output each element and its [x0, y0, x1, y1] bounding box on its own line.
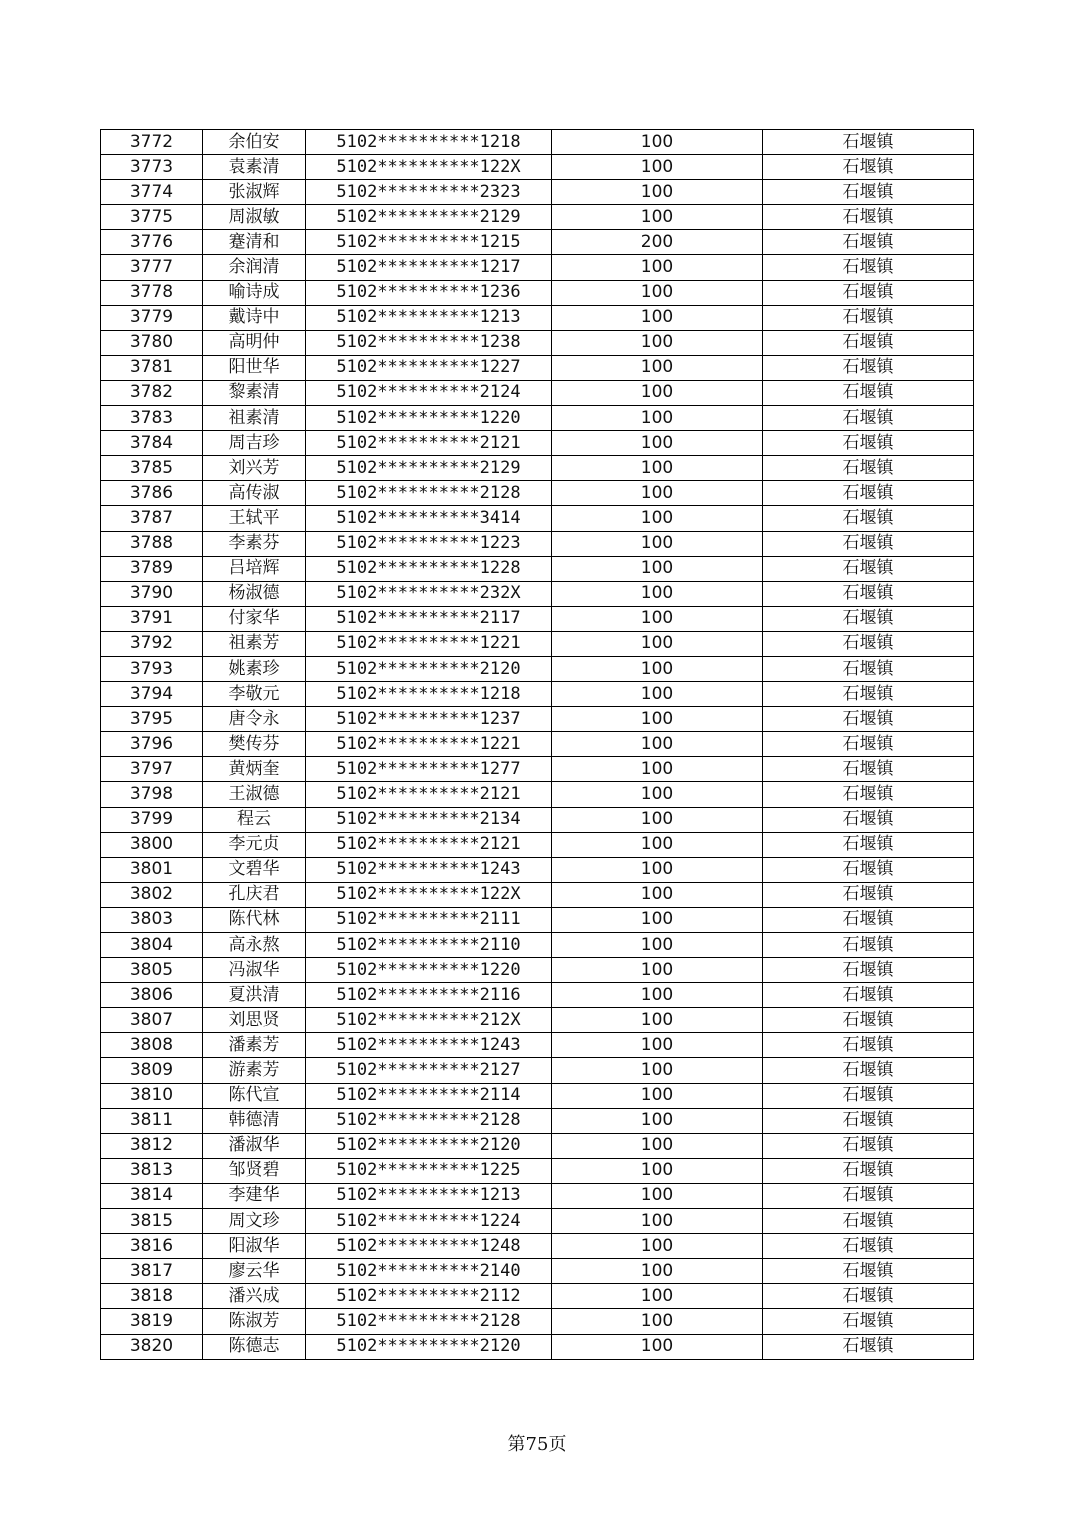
amount-cell: 100	[552, 933, 763, 958]
serial-number-cell: 3806	[101, 983, 203, 1008]
id-number-cell: 5102**********2127	[306, 1058, 552, 1083]
id-number-cell: 5102**********2323	[306, 180, 552, 205]
amount-cell: 100	[552, 631, 763, 656]
amount-cell: 100	[552, 1083, 763, 1108]
table-row	[101, 130, 974, 155]
table-row	[101, 606, 974, 631]
township-cell: 石堰镇	[763, 456, 974, 481]
name-cell: 陈代林	[203, 907, 306, 932]
name-cell: 廖云华	[203, 1259, 306, 1284]
serial-number-cell: 3819	[101, 1309, 203, 1334]
table-row	[101, 330, 974, 355]
id-number-cell: 5102**********1228	[306, 556, 552, 581]
roster-table-body	[101, 130, 974, 1360]
id-number-cell: 5102**********1248	[306, 1234, 552, 1259]
township-cell: 石堰镇	[763, 757, 974, 782]
id-number-cell: 5102**********3414	[306, 506, 552, 531]
serial-number-cell: 3813	[101, 1158, 203, 1183]
serial-number-cell: 3818	[101, 1284, 203, 1309]
table-row	[101, 531, 974, 556]
amount-cell: 100	[552, 481, 763, 506]
id-number-cell: 5102**********1225	[306, 1158, 552, 1183]
amount-cell: 100	[552, 556, 763, 581]
table-row	[101, 406, 974, 431]
table-row	[101, 1108, 974, 1133]
table-row	[101, 305, 974, 330]
table-row	[101, 1158, 974, 1183]
amount-cell: 100	[552, 1284, 763, 1309]
table-row	[101, 1234, 974, 1259]
township-cell: 石堰镇	[763, 907, 974, 932]
name-cell: 樊传芬	[203, 732, 306, 757]
township-cell: 石堰镇	[763, 481, 974, 506]
name-cell: 刘思贤	[203, 1008, 306, 1033]
serial-number-cell: 3802	[101, 882, 203, 907]
id-number-cell: 5102**********1238	[306, 330, 552, 355]
id-number-cell: 5102**********1221	[306, 732, 552, 757]
serial-number-cell: 3808	[101, 1033, 203, 1058]
amount-cell: 100	[552, 380, 763, 405]
amount-cell: 100	[552, 456, 763, 481]
id-number-cell: 5102**********2116	[306, 983, 552, 1008]
id-number-cell: 5102**********2117	[306, 606, 552, 631]
table-row	[101, 380, 974, 405]
serial-number-cell: 3779	[101, 305, 203, 330]
township-cell: 石堰镇	[763, 682, 974, 707]
amount-cell: 100	[552, 782, 763, 807]
name-cell: 张淑辉	[203, 180, 306, 205]
table-row	[101, 1133, 974, 1158]
township-cell: 石堰镇	[763, 1133, 974, 1158]
id-number-cell: 5102**********1215	[306, 230, 552, 255]
name-cell: 唐令永	[203, 707, 306, 732]
township-cell: 石堰镇	[763, 707, 974, 732]
id-number-cell: 5102**********1220	[306, 406, 552, 431]
id-number-cell: 5102**********1243	[306, 1033, 552, 1058]
table-row	[101, 682, 974, 707]
table-row	[101, 983, 974, 1008]
township-cell: 石堰镇	[763, 255, 974, 280]
amount-cell: 100	[552, 431, 763, 456]
serial-number-cell: 3815	[101, 1209, 203, 1234]
id-number-cell: 5102**********2124	[306, 380, 552, 405]
township-cell: 石堰镇	[763, 406, 974, 431]
serial-number-cell: 3817	[101, 1259, 203, 1284]
township-cell: 石堰镇	[763, 732, 974, 757]
name-cell: 周文珍	[203, 1209, 306, 1234]
amount-cell: 100	[552, 205, 763, 230]
table-row	[101, 1259, 974, 1284]
table-row	[101, 481, 974, 506]
table-row	[101, 205, 974, 230]
serial-number-cell: 3782	[101, 380, 203, 405]
name-cell: 陈淑芳	[203, 1309, 306, 1334]
name-cell: 王淑德	[203, 782, 306, 807]
serial-number-cell: 3807	[101, 1008, 203, 1033]
township-cell: 石堰镇	[763, 230, 974, 255]
township-cell: 石堰镇	[763, 180, 974, 205]
serial-number-cell: 3797	[101, 757, 203, 782]
serial-number-cell: 3800	[101, 832, 203, 857]
serial-number-cell: 3786	[101, 481, 203, 506]
name-cell: 潘淑华	[203, 1133, 306, 1158]
name-cell: 黄炳奎	[203, 757, 306, 782]
id-number-cell: 5102**********2128	[306, 481, 552, 506]
serial-number-cell: 3801	[101, 857, 203, 882]
name-cell: 余伯安	[203, 130, 306, 155]
name-cell: 陈代宣	[203, 1083, 306, 1108]
amount-cell: 100	[552, 832, 763, 857]
table-row	[101, 857, 974, 882]
table-row	[101, 180, 974, 205]
name-cell: 王轼平	[203, 506, 306, 531]
id-number-cell: 5102**********122X	[306, 155, 552, 180]
township-cell: 石堰镇	[763, 355, 974, 380]
id-number-cell: 5102**********1223	[306, 531, 552, 556]
name-cell: 祖素清	[203, 406, 306, 431]
id-number-cell: 5102**********1218	[306, 682, 552, 707]
serial-number-cell: 3783	[101, 406, 203, 431]
township-cell: 石堰镇	[763, 1234, 974, 1259]
name-cell: 潘兴成	[203, 1284, 306, 1309]
id-number-cell: 5102**********1277	[306, 757, 552, 782]
table-row	[101, 1284, 974, 1309]
id-number-cell: 5102**********1237	[306, 707, 552, 732]
amount-cell: 100	[552, 1058, 763, 1083]
township-cell: 石堰镇	[763, 1183, 974, 1208]
amount-cell: 100	[552, 757, 763, 782]
township-cell: 石堰镇	[763, 130, 974, 155]
table-row	[101, 631, 974, 656]
amount-cell: 100	[552, 1008, 763, 1033]
table-row	[101, 757, 974, 782]
name-cell: 韩德清	[203, 1108, 306, 1133]
name-cell: 付家华	[203, 606, 306, 631]
name-cell: 李建华	[203, 1183, 306, 1208]
table-row	[101, 1209, 974, 1234]
amount-cell: 100	[552, 130, 763, 155]
amount-cell: 100	[552, 330, 763, 355]
serial-number-cell: 3780	[101, 330, 203, 355]
id-number-cell: 5102**********1218	[306, 130, 552, 155]
name-cell: 周淑敏	[203, 205, 306, 230]
township-cell: 石堰镇	[763, 1309, 974, 1334]
name-cell: 喻诗成	[203, 280, 306, 305]
table-row	[101, 556, 974, 581]
name-cell: 孔庆君	[203, 882, 306, 907]
serial-number-cell: 3790	[101, 581, 203, 606]
serial-number-cell: 3792	[101, 631, 203, 656]
id-number-cell: 5102**********2110	[306, 933, 552, 958]
id-number-cell: 5102**********2120	[306, 1133, 552, 1158]
name-cell: 高明仲	[203, 330, 306, 355]
page-number: 第75页	[507, 1434, 567, 1455]
township-cell: 石堰镇	[763, 431, 974, 456]
township-cell: 石堰镇	[763, 205, 974, 230]
township-cell: 石堰镇	[763, 983, 974, 1008]
township-cell: 石堰镇	[763, 882, 974, 907]
table-row	[101, 1008, 974, 1033]
amount-cell: 100	[552, 406, 763, 431]
table-row	[101, 431, 974, 456]
township-cell: 石堰镇	[763, 1284, 974, 1309]
amount-cell: 100	[552, 1259, 763, 1284]
table-row	[101, 456, 974, 481]
township-cell: 石堰镇	[763, 380, 974, 405]
id-number-cell: 5102**********1224	[306, 1209, 552, 1234]
id-number-cell: 5102**********2128	[306, 1309, 552, 1334]
roster-table	[100, 129, 974, 1360]
name-cell: 袁素清	[203, 155, 306, 180]
table-row	[101, 656, 974, 681]
township-cell: 石堰镇	[763, 556, 974, 581]
amount-cell: 100	[552, 606, 763, 631]
serial-number-cell: 3805	[101, 958, 203, 983]
amount-cell: 100	[552, 882, 763, 907]
township-cell: 石堰镇	[763, 581, 974, 606]
amount-cell: 100	[552, 531, 763, 556]
serial-number-cell: 3777	[101, 255, 203, 280]
name-cell: 冯淑华	[203, 958, 306, 983]
table-row	[101, 581, 974, 606]
id-number-cell: 5102**********2120	[306, 656, 552, 681]
amount-cell: 200	[552, 230, 763, 255]
id-number-cell: 5102**********212X	[306, 1008, 552, 1033]
serial-number-cell: 3803	[101, 907, 203, 932]
amount-cell: 100	[552, 682, 763, 707]
amount-cell: 100	[552, 1334, 763, 1359]
serial-number-cell: 3820	[101, 1334, 203, 1359]
id-number-cell: 5102**********2129	[306, 205, 552, 230]
name-cell: 夏洪清	[203, 983, 306, 1008]
name-cell: 蹇清和	[203, 230, 306, 255]
id-number-cell: 5102**********2111	[306, 907, 552, 932]
name-cell: 陈德志	[203, 1334, 306, 1359]
table-row	[101, 1309, 974, 1334]
amount-cell: 100	[552, 1158, 763, 1183]
township-cell: 石堰镇	[763, 1083, 974, 1108]
name-cell: 黎素清	[203, 380, 306, 405]
serial-number-cell: 3772	[101, 130, 203, 155]
amount-cell: 100	[552, 581, 763, 606]
amount-cell: 100	[552, 857, 763, 882]
township-cell: 石堰镇	[763, 155, 974, 180]
id-number-cell: 5102**********122X	[306, 882, 552, 907]
serial-number-cell: 3773	[101, 155, 203, 180]
amount-cell: 100	[552, 1133, 763, 1158]
table-row	[101, 958, 974, 983]
amount-cell: 100	[552, 807, 763, 832]
id-number-cell: 5102**********1243	[306, 857, 552, 882]
township-cell: 石堰镇	[763, 1158, 974, 1183]
id-number-cell: 5102**********2121	[306, 832, 552, 857]
amount-cell: 100	[552, 656, 763, 681]
table-row	[101, 280, 974, 305]
id-number-cell: 5102**********1227	[306, 355, 552, 380]
id-number-cell: 5102**********2120	[306, 1334, 552, 1359]
table-row	[101, 832, 974, 857]
table-row	[101, 1334, 974, 1359]
table-row	[101, 933, 974, 958]
name-cell: 杨淑德	[203, 581, 306, 606]
township-cell: 石堰镇	[763, 1033, 974, 1058]
amount-cell: 100	[552, 506, 763, 531]
township-cell: 石堰镇	[763, 782, 974, 807]
amount-cell: 100	[552, 732, 763, 757]
township-cell: 石堰镇	[763, 280, 974, 305]
serial-number-cell: 3793	[101, 656, 203, 681]
serial-number-cell: 3776	[101, 230, 203, 255]
amount-cell: 100	[552, 1183, 763, 1208]
table-row	[101, 782, 974, 807]
name-cell: 李敬元	[203, 682, 306, 707]
township-cell: 石堰镇	[763, 958, 974, 983]
serial-number-cell: 3804	[101, 933, 203, 958]
table-row	[101, 707, 974, 732]
amount-cell: 100	[552, 355, 763, 380]
amount-cell: 100	[552, 1033, 763, 1058]
township-cell: 石堰镇	[763, 1334, 974, 1359]
table-row	[101, 1083, 974, 1108]
township-cell: 石堰镇	[763, 832, 974, 857]
amount-cell: 100	[552, 255, 763, 280]
township-cell: 石堰镇	[763, 933, 974, 958]
township-cell: 石堰镇	[763, 631, 974, 656]
name-cell: 潘素芳	[203, 1033, 306, 1058]
table-row	[101, 506, 974, 531]
id-number-cell: 5102**********2114	[306, 1083, 552, 1108]
township-cell: 石堰镇	[763, 807, 974, 832]
id-number-cell: 5102**********2121	[306, 782, 552, 807]
name-cell: 高传淑	[203, 481, 306, 506]
id-number-cell: 5102**********1236	[306, 280, 552, 305]
amount-cell: 100	[552, 707, 763, 732]
table-row	[101, 907, 974, 932]
table-row	[101, 1183, 974, 1208]
serial-number-cell: 3811	[101, 1108, 203, 1133]
name-cell: 程云	[203, 807, 306, 832]
name-cell: 姚素珍	[203, 656, 306, 681]
township-cell: 石堰镇	[763, 857, 974, 882]
serial-number-cell: 3809	[101, 1058, 203, 1083]
name-cell: 吕培辉	[203, 556, 306, 581]
id-number-cell: 5102**********2140	[306, 1259, 552, 1284]
id-number-cell: 5102**********1220	[306, 958, 552, 983]
township-cell: 石堰镇	[763, 1008, 974, 1033]
township-cell: 石堰镇	[763, 531, 974, 556]
table-row	[101, 355, 974, 380]
table-row	[101, 255, 974, 280]
id-number-cell: 5102**********1213	[306, 1183, 552, 1208]
amount-cell: 100	[552, 983, 763, 1008]
table-row	[101, 1033, 974, 1058]
township-cell: 石堰镇	[763, 1259, 974, 1284]
township-cell: 石堰镇	[763, 506, 974, 531]
id-number-cell: 5102**********2128	[306, 1108, 552, 1133]
name-cell: 阳世华	[203, 355, 306, 380]
serial-number-cell: 3774	[101, 180, 203, 205]
serial-number-cell: 3810	[101, 1083, 203, 1108]
amount-cell: 100	[552, 907, 763, 932]
serial-number-cell: 3799	[101, 807, 203, 832]
township-cell: 石堰镇	[763, 1058, 974, 1083]
township-cell: 石堰镇	[763, 305, 974, 330]
name-cell: 刘兴芳	[203, 456, 306, 481]
table-row	[101, 1058, 974, 1083]
id-number-cell: 5102**********2134	[306, 807, 552, 832]
township-cell: 石堰镇	[763, 330, 974, 355]
table-row	[101, 732, 974, 757]
amount-cell: 100	[552, 1209, 763, 1234]
table-row	[101, 807, 974, 832]
serial-number-cell: 3791	[101, 606, 203, 631]
name-cell: 李元贞	[203, 832, 306, 857]
township-cell: 石堰镇	[763, 656, 974, 681]
township-cell: 石堰镇	[763, 1209, 974, 1234]
table-row	[101, 882, 974, 907]
id-number-cell: 5102**********2129	[306, 456, 552, 481]
township-cell: 石堰镇	[763, 606, 974, 631]
serial-number-cell: 3787	[101, 506, 203, 531]
table-row	[101, 230, 974, 255]
amount-cell: 100	[552, 305, 763, 330]
serial-number-cell: 3781	[101, 355, 203, 380]
name-cell: 李素芬	[203, 531, 306, 556]
serial-number-cell: 3789	[101, 556, 203, 581]
serial-number-cell: 3795	[101, 707, 203, 732]
serial-number-cell: 3816	[101, 1234, 203, 1259]
id-number-cell: 5102**********1221	[306, 631, 552, 656]
serial-number-cell: 3778	[101, 280, 203, 305]
name-cell: 文碧华	[203, 857, 306, 882]
amount-cell: 100	[552, 1234, 763, 1259]
table-row	[101, 155, 974, 180]
name-cell: 高永熬	[203, 933, 306, 958]
id-number-cell: 5102**********232X	[306, 581, 552, 606]
amount-cell: 100	[552, 1309, 763, 1334]
serial-number-cell: 3784	[101, 431, 203, 456]
serial-number-cell: 3814	[101, 1183, 203, 1208]
name-cell: 邹贤碧	[203, 1158, 306, 1183]
id-number-cell: 5102**********2112	[306, 1284, 552, 1309]
serial-number-cell: 3785	[101, 456, 203, 481]
serial-number-cell: 3775	[101, 205, 203, 230]
township-cell: 石堰镇	[763, 1108, 974, 1133]
amount-cell: 100	[552, 280, 763, 305]
id-number-cell: 5102**********1217	[306, 255, 552, 280]
id-number-cell: 5102**********1213	[306, 305, 552, 330]
name-cell: 余润清	[203, 255, 306, 280]
serial-number-cell: 3798	[101, 782, 203, 807]
amount-cell: 100	[552, 180, 763, 205]
name-cell: 游素芳	[203, 1058, 306, 1083]
name-cell: 戴诗中	[203, 305, 306, 330]
serial-number-cell: 3788	[101, 531, 203, 556]
name-cell: 祖素芳	[203, 631, 306, 656]
amount-cell: 100	[552, 155, 763, 180]
serial-number-cell: 3796	[101, 732, 203, 757]
name-cell: 阳淑华	[203, 1234, 306, 1259]
amount-cell: 100	[552, 958, 763, 983]
amount-cell: 100	[552, 1108, 763, 1133]
id-number-cell: 5102**********2121	[306, 431, 552, 456]
serial-number-cell: 3794	[101, 682, 203, 707]
name-cell: 周吉珍	[203, 431, 306, 456]
serial-number-cell: 3812	[101, 1133, 203, 1158]
